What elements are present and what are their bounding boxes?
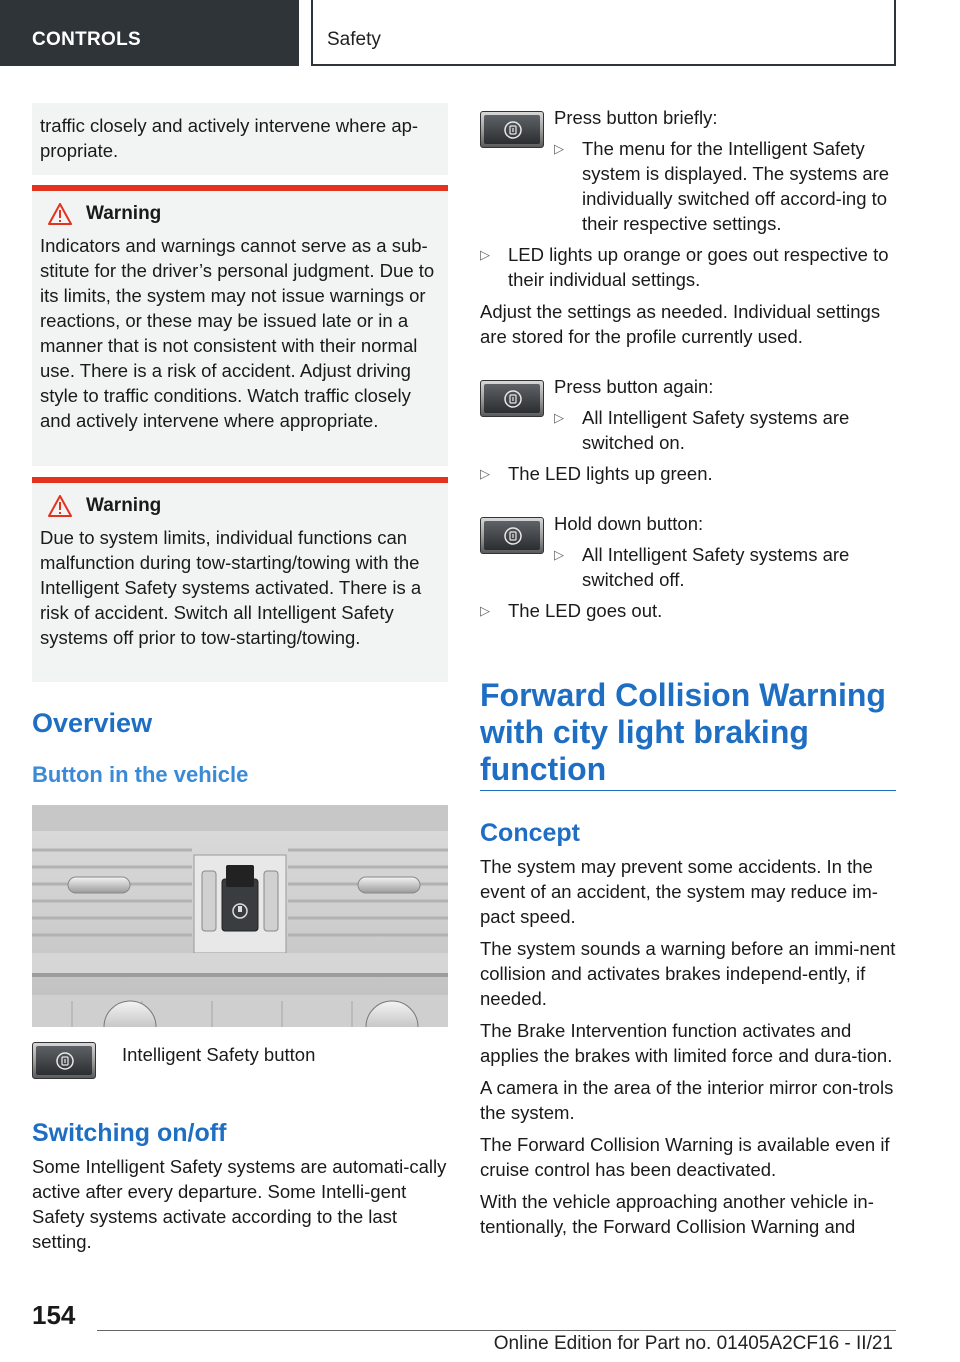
switching-heading: Switching on/off [32,1119,227,1147]
press-brief-block [480,105,896,349]
page-number: 154 [32,1300,76,1330]
press-again-bullet: All Intelligent Safety systems are switched on. [582,407,850,453]
concept-paragraph: The Brake Intervention function activates and applies the brakes with limited force and dura-tion. [480,1020,893,1066]
intro-box [32,103,448,175]
led-out-text: The LED goes out. [508,600,663,621]
heading-divider [480,790,896,791]
led-orange-text: LED lights up orange or goes out respective to their individual settings. [508,244,889,290]
intelligent-safety-button-icon [480,517,544,554]
intro-text: traffic closely and actively intervene where ap-propriate. [40,115,419,161]
press-again-block [480,374,896,486]
concept-paragraph: The Forward Collision Warning is available even if cruise control has been deactivated. [480,1134,890,1180]
concept-paragraph: The system sounds a warning before an immi-nent collision and activates brakes independ-ently, if needed. [480,938,896,1009]
warning-text-1: Indicators and warnings cannot serve as a sub-stitute for the driver’s personal judgment. Due to its limits, the system may not issue warnings or reactions, or these may be issued late or in a manner that is not consistent with their normal use. There is a risk of accident. Adjust driving style to traffic conditions. Watch traffic closely and actively intervene where appropriate. [40,235,435,431]
switching-text: Some Intelligent Safety systems are automati-cally active after every departure. Some Intelli-gent Safety systems activate according to the last setting. [32,1156,447,1252]
overview-heading: Overview [32,708,153,738]
warning-box-1 [32,185,448,466]
concept-heading: Concept [480,819,580,847]
concept-body [480,854,896,1239]
warning-text-2: Due to system limits, individual functions can malfunction during tow-starting/towing with the Intelligent Safety systems activated. There is a risk of accident. Switch all Intelligent Safety systems off prior to tow-starting/towing. [40,527,422,648]
hold-down-block [480,511,896,623]
adjust-settings-text: Adjust the settings as needed. Individual settings are stored for the profile currently used. [480,301,881,347]
dashboard-button-photo [32,805,448,1027]
header-chapter-tab [311,0,896,66]
list-item [480,598,896,623]
button-caption: Intelligent Safety button [122,1044,316,1065]
button-in-vehicle-heading: Button in the vehicle [32,762,249,787]
header-section-label: CONTROLS [32,29,142,50]
concept-paragraph: With the vehicle approaching another vehicle in-tentionally, the Forward Collision Warning and [480,1191,874,1237]
list-item [480,242,896,292]
warning-title-2 [48,493,440,519]
list-item [480,461,896,486]
footer-edition: Online Edition for Part no. 01405A2CF16 - II/21 [493,1333,893,1354]
led-green-text: The LED lights up green. [508,463,713,484]
hold-down-bullet: All Intelligent Safety systems are switched off. [582,544,850,590]
intelligent-safety-button-icon [480,380,544,417]
list-item [554,136,896,236]
bullet-triangle-icon: ▷ [480,247,490,262]
button-caption-row [32,1042,448,1079]
hold-down-label: Hold down button: [554,513,704,534]
warning-title-1 [48,201,440,227]
footer-divider [97,1330,896,1331]
intelligent-safety-button-icon [480,111,544,148]
intelligent-safety-button-icon [32,1042,96,1079]
warning-box-2 [32,477,448,682]
bullet-triangle-icon: ▷ [554,141,564,156]
list-item [554,542,896,592]
bullet-triangle-icon: ▷ [480,603,490,618]
list-item [554,405,896,455]
bullet-triangle-icon: ▷ [554,410,564,425]
press-brief-bullet: The menu for the Intelligent Safety system is displayed. The systems are individually switched off accord-ing to their respective settings. [582,138,890,234]
bullet-triangle-icon: ▷ [554,547,564,562]
warning-triangle-icon [48,495,72,517]
warning-triangle-icon [48,203,72,225]
warning-title-text-2: Warning [86,495,162,516]
fcw-heading: Forward Collision Warning with city light braking function [480,677,886,787]
concept-paragraph: The system may prevent some accidents. In the event of an accident, the system may reduce im-pact speed. [480,856,878,927]
press-again-label: Press button again: [554,376,714,397]
concept-paragraph: A camera in the area of the interior mirror con-trols the system. [480,1077,894,1123]
header-section-tab [0,0,299,66]
bullet-triangle-icon: ▷ [480,466,490,481]
header-chapter-label: Safety [327,29,381,50]
press-brief-label: Press button briefly: [554,107,718,128]
warning-title-text-1: Warning [86,203,162,224]
